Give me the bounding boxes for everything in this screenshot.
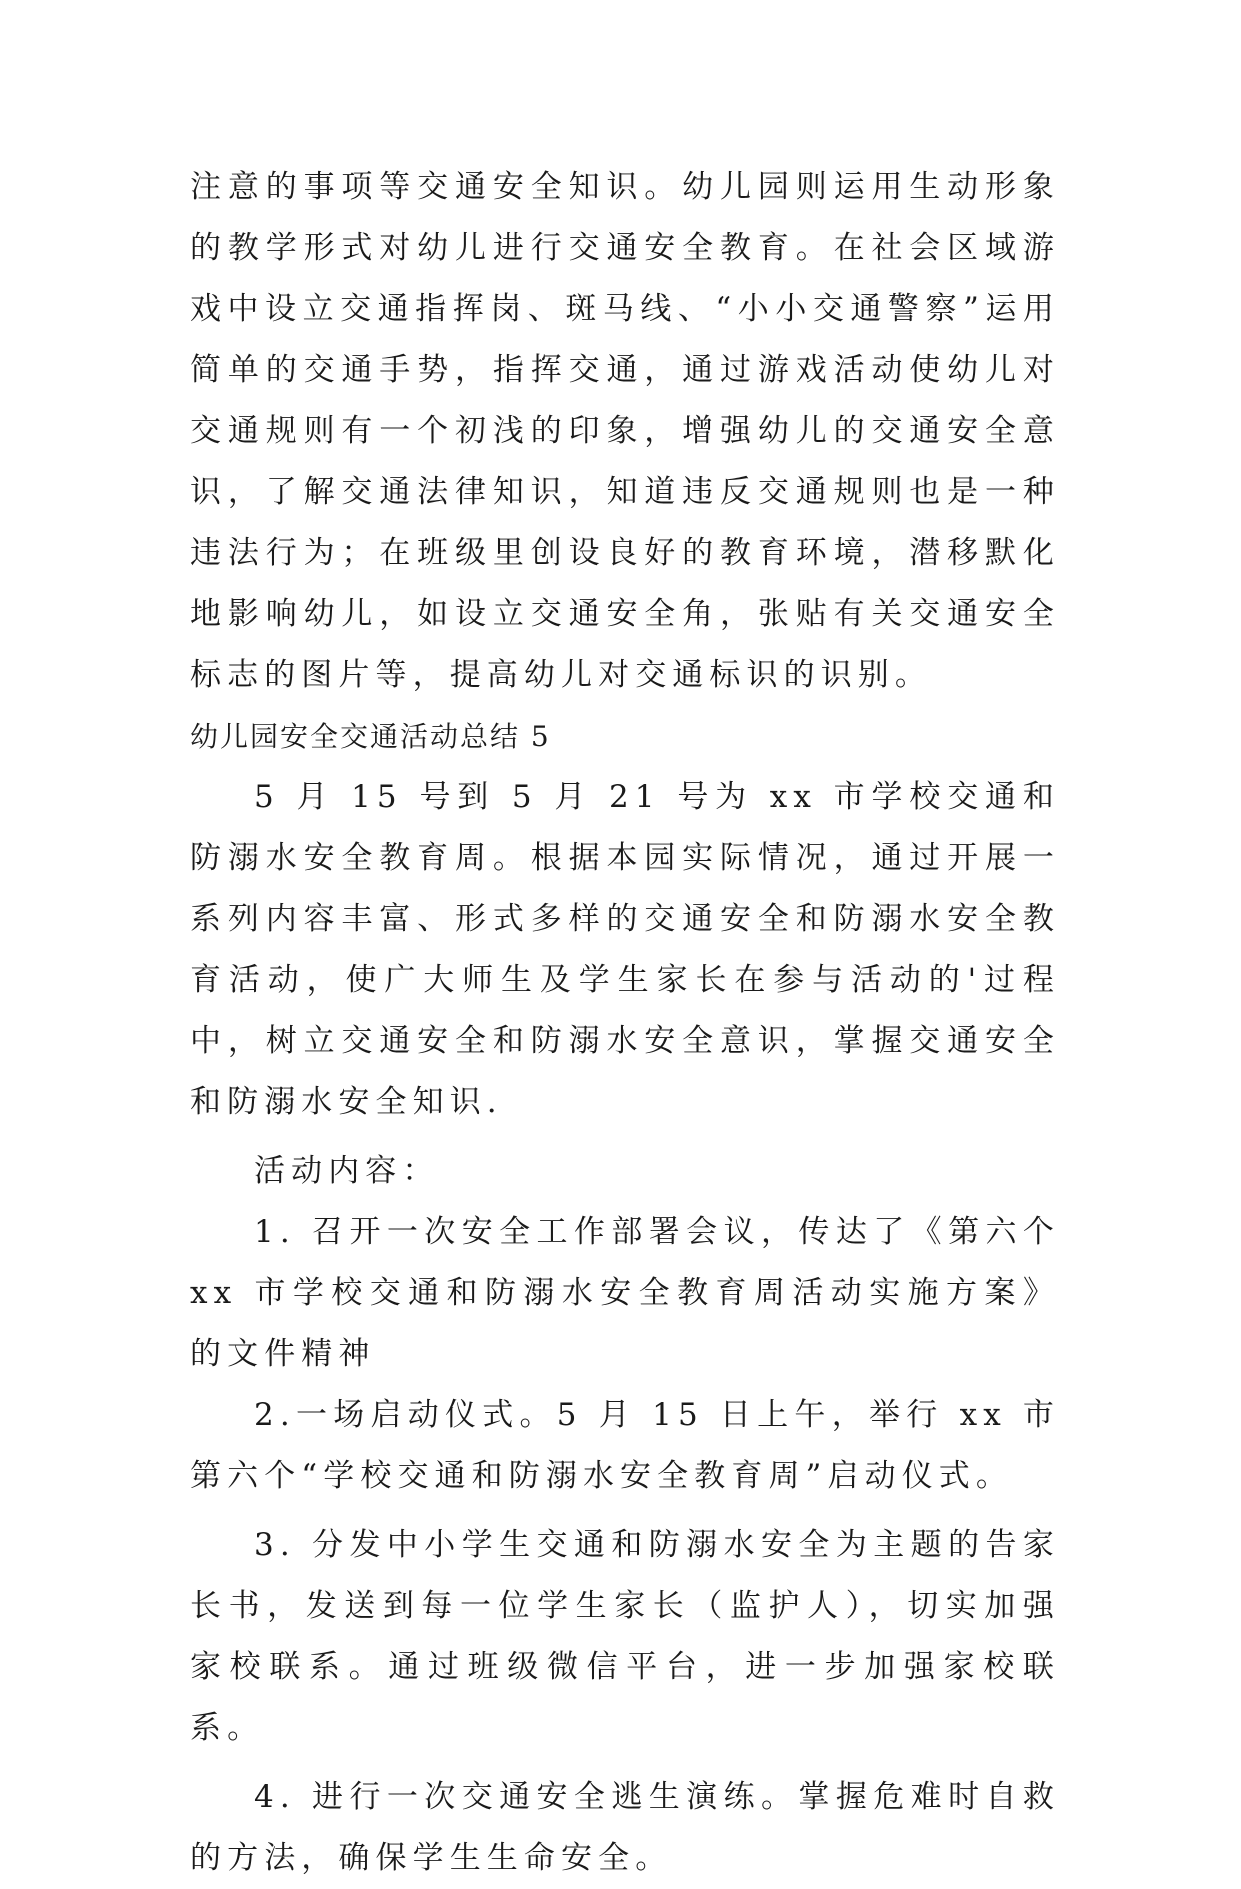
list-item-3: 3. 分发中小学生交通和防溺水安全为主题的告家长书，发送到每一位学生家长（监护人），切实加强家校联系。通过班级微信平台，进一步加强家校联系。	[190, 1527, 1060, 1746]
paragraph-education-week: 5 月 15 号到 5 月 21 号为 xx 市学校交通和防溺水安全教育周。根据本园实际情况，通过开展一系列内容丰富、形式多样的交通安全和防溺水安全教育活动，使广大师生及学生家长在参与活动的'过程中，树立交通安全和防溺水安全意识，掌握交通安全和防溺水安全知识.	[190, 779, 1060, 1120]
section-heading: 幼儿园安全交通活动总结 5	[190, 720, 551, 753]
document-body	[190, 157, 1060, 1889]
paragraph-traffic-education: 注意的事项等交通安全知识。幼儿园则运用生动形象的教学形式对幼儿进行交通安全教育。在社会区域游戏中设立交通指挥岗、斑马线、“小小交通警察”运用简单的交通手势，指挥交通，通过游戏活动使幼儿对交通规则有一个初浅的印象，增强幼儿的交通安全意识，了解交通法律知识，知道违反交通规则也是一种违法行为；在班级里创设良好的教育环境，潜移默化地影响幼儿，如设立交通安全角，张贴有关交通安全标志的图片等，提高幼儿对交通标识的识别。	[190, 169, 1060, 693]
list-item-2: 2.一场启动仪式。5 月 15 日上午，举行 xx 市第六个“学校交通和防溺水安全教育周”启动仪式。	[190, 1397, 1060, 1494]
paragraph-activity-content-label: 活动内容：	[254, 1153, 440, 1189]
list-item-1: 1. 召开一次安全工作部署会议，传达了《第六个 xx 市学校交通和防溺水安全教育周活动实施方案》的文件精神	[190, 1214, 1060, 1372]
list-item-4: 4. 进行一次交通安全逃生演练。掌握危难时自救的方法，确保学生生命安全。	[190, 1779, 1060, 1876]
